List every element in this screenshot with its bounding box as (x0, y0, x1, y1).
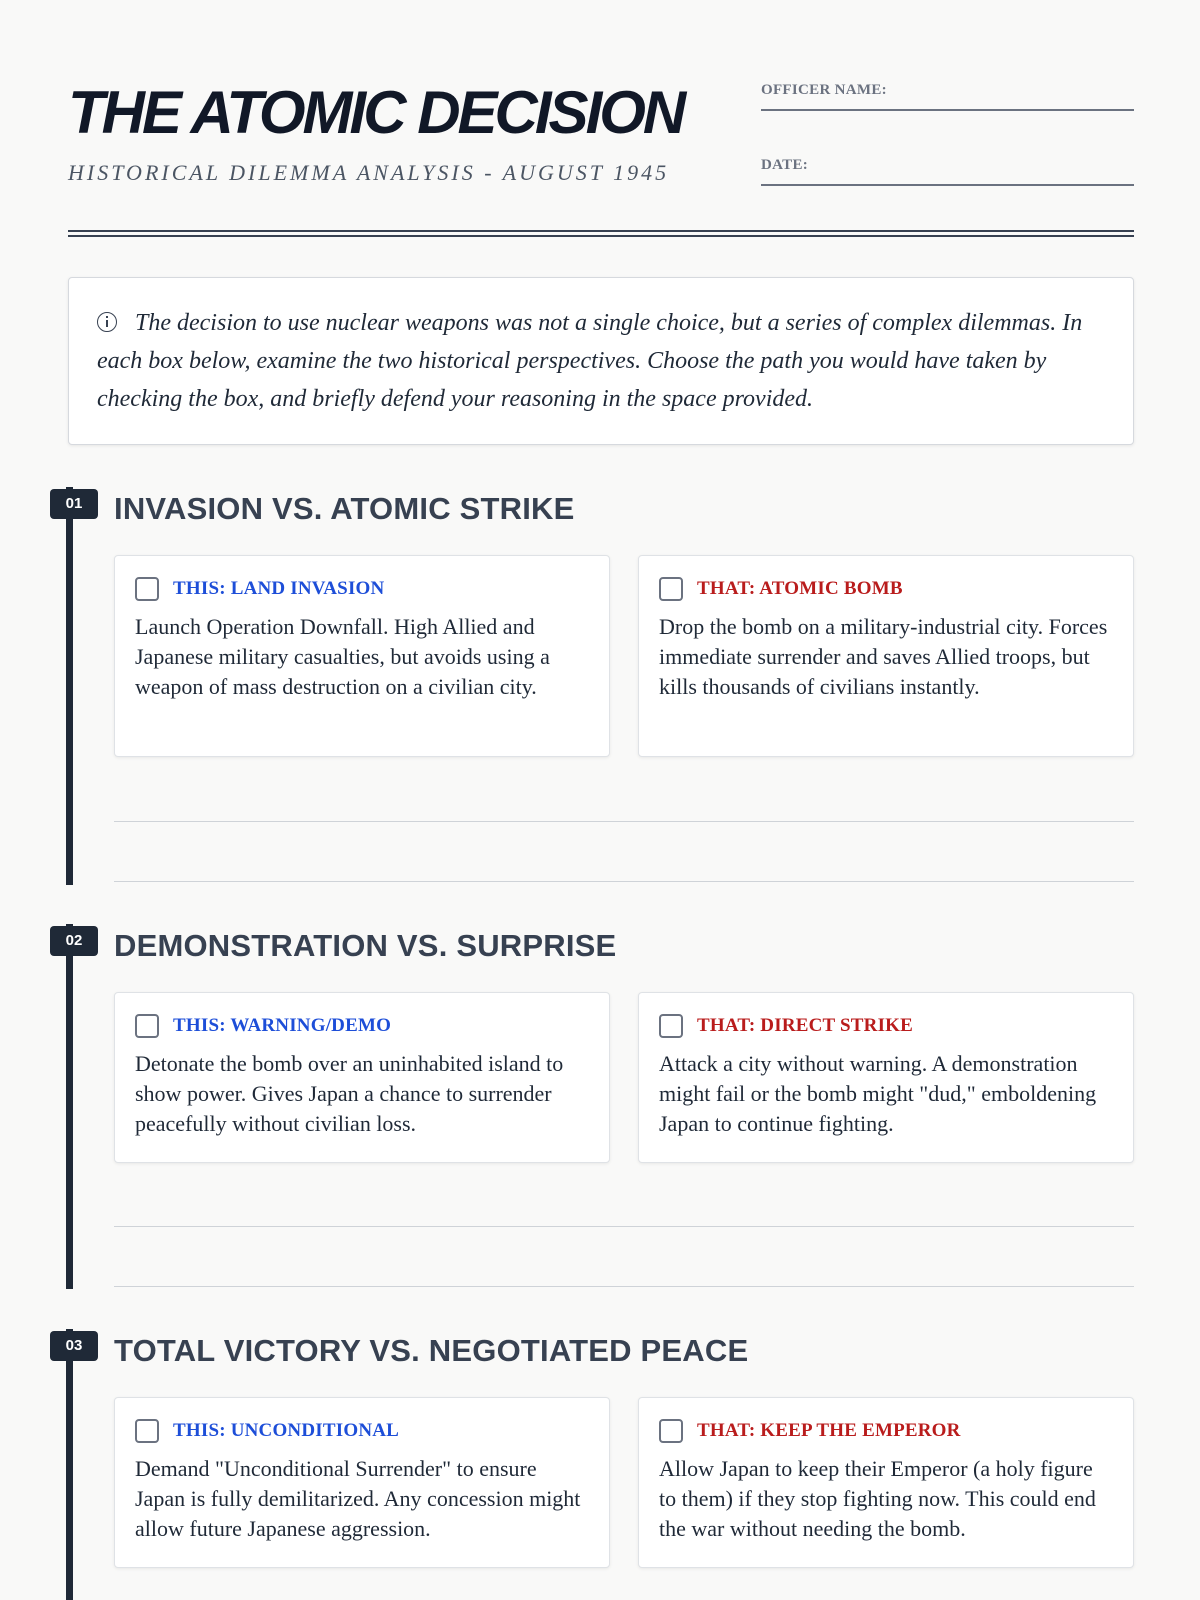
section-timeline-bar (66, 924, 73, 1289)
option-label: THIS: LAND INVASION (173, 578, 385, 599)
reasoning-line[interactable] (114, 821, 1134, 822)
reasoning-line[interactable] (114, 1226, 1134, 1227)
option-card-that[interactable] (638, 1397, 1134, 1568)
officer-name-field[interactable] (761, 82, 1134, 111)
option-description: Drop the bomb on a military-industrial city. Forces immediate surrender and saves Allied troops, but kills thousands of civilians instantly. (659, 614, 1108, 699)
option-checkbox[interactable] (659, 1014, 683, 1038)
reasoning-line[interactable] (114, 1286, 1134, 1287)
date-field[interactable] (761, 157, 1134, 186)
option-card-this[interactable] (114, 992, 610, 1163)
section-timeline-bar (66, 487, 73, 885)
option-description: Demand "Unconditional Surrender" to ensure Japan is fully demilitarized. Any concession might allow future Japanese aggression. (135, 1456, 581, 1541)
info-icon (97, 312, 117, 332)
page-subtitle: HISTORICAL DILEMMA ANALYSIS - AUGUST 1945 (68, 160, 670, 185)
option-description: Allow Japan to keep their Emperor (a holy figure to them) if they stop fighting now. This could end the war without needing the bomb. (659, 1456, 1096, 1541)
option-label: THAT: ATOMIC BOMB (697, 578, 903, 599)
option-checkbox[interactable] (135, 1419, 159, 1443)
option-card-this[interactable] (114, 555, 610, 757)
officer-name-line[interactable] (761, 109, 1134, 111)
option-checkbox[interactable] (135, 577, 159, 601)
section-title: INVASION VS. ATOMIC STRIKE (114, 491, 575, 526)
option-checkbox[interactable] (659, 577, 683, 601)
option-label: THIS: WARNING/DEMO (173, 1015, 392, 1036)
option-checkbox[interactable] (659, 1419, 683, 1443)
date-label: DATE: (761, 157, 809, 173)
section-timeline-bar (66, 1329, 73, 1600)
officer-name-label: OFFICER NAME: (761, 82, 887, 98)
reasoning-line[interactable] (114, 881, 1134, 882)
date-line[interactable] (761, 184, 1134, 186)
option-label: THAT: KEEP THE EMPEROR (697, 1420, 961, 1441)
option-label: THIS: UNCONDITIONAL (173, 1420, 400, 1441)
worksheet-header (68, 0, 1134, 242)
page-title: THE ATOMIC DECISION (68, 79, 684, 146)
option-card-that[interactable] (638, 555, 1134, 757)
option-description: Attack a city without warning. A demonstration might fail or the bomb might "dud," emboldening Japan to continue fighting. (659, 1051, 1097, 1136)
option-label: THAT: DIRECT STRIKE (697, 1015, 914, 1036)
option-card-that[interactable] (638, 992, 1134, 1163)
option-card-this[interactable] (114, 1397, 610, 1568)
option-checkbox[interactable] (135, 1014, 159, 1038)
section-number-badge: 03 (50, 1331, 98, 1361)
section-title: DEMONSTRATION VS. SURPRISE (114, 928, 617, 963)
header-divider (68, 230, 1134, 237)
option-description: Detonate the bomb over an uninhabited island to show power. Gives Japan a chance to surrender peacefully without civilian loss. (135, 1051, 564, 1136)
section-number-badge: 01 (50, 489, 98, 519)
section-number-badge: 02 (50, 926, 98, 956)
worksheet (65, 0, 1134, 1541)
instructions-text: The decision to use nuclear weapons was not a single choice, but a series of complex dilemmas. In each box below, examine the two historical perspectives. Choose the path you would have taken by checking the box, and briefly defend your reasoning in the space provided. (97, 310, 1083, 412)
section-title: TOTAL VICTORY VS. NEGOTIATED PEACE (114, 1333, 749, 1368)
option-description: Launch Operation Downfall. High Allied and Japanese military casualties, but avoids using a weapon of mass destruction on a civilian city. (135, 614, 550, 699)
instructions-box (68, 277, 1134, 445)
